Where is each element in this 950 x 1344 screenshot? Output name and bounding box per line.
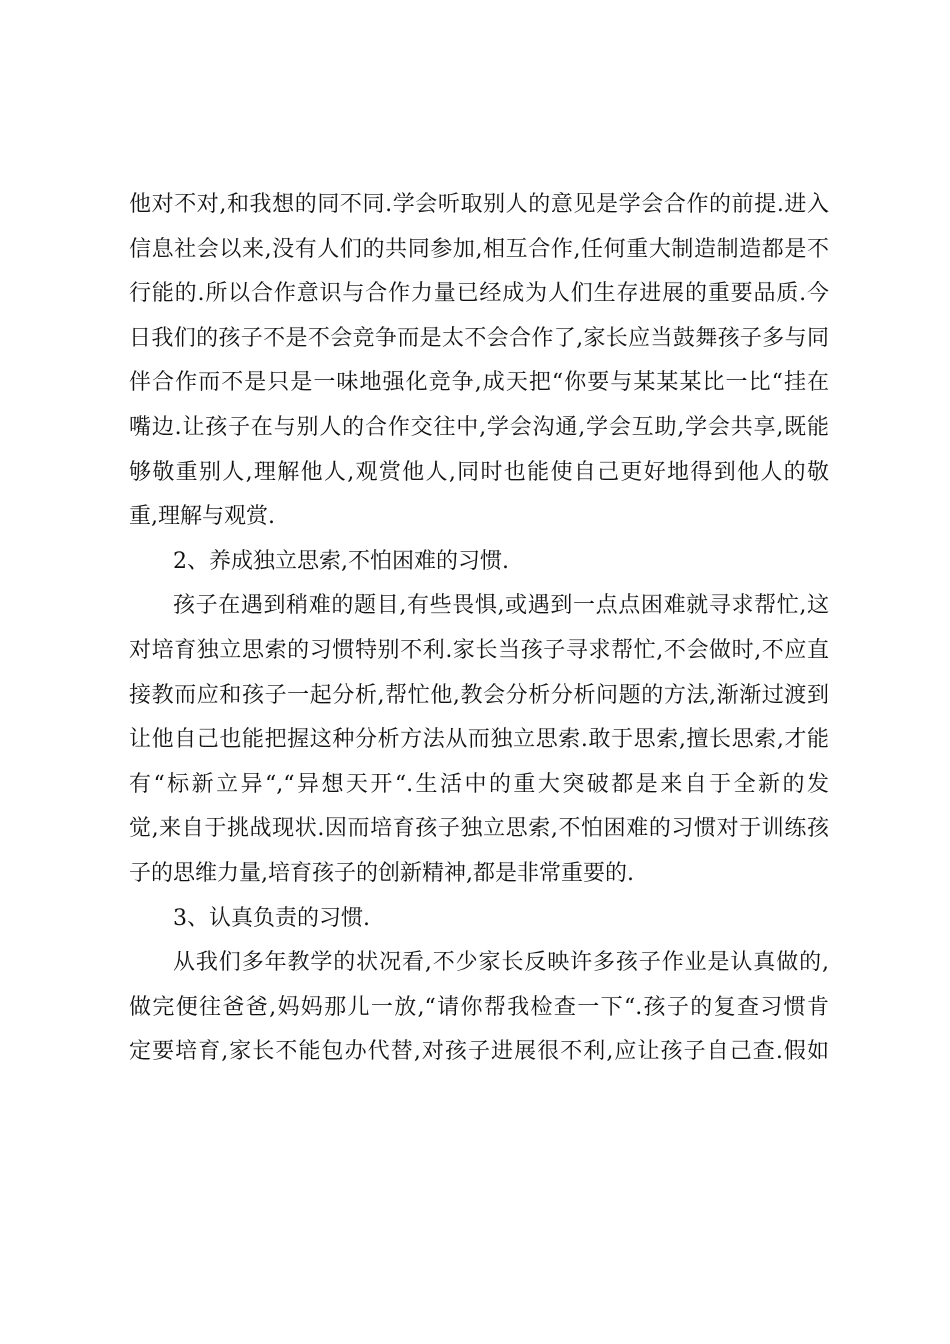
section-heading: 3、认真负责的习惯. (173, 905, 370, 931)
text-line: 嘴边.让孩子在与别人的合作交往中,学会沟通,学会互助,学会共享,既能 (129, 414, 829, 440)
text-line: 够敬重别人,理解他人,观赏他人,同时也能使自己更好地得到他人的敬 (129, 459, 829, 485)
section-heading: 2、养成独立思索,不怕困难的习惯. (173, 548, 509, 574)
text-line: 让他自己也能把握这种分析方法从而独立思索.敢于思索,擅长思索,才能 (129, 727, 829, 753)
text-line: 行能的.所以合作意识与合作力量已经成为人们生存进展的重要品质.今 (129, 281, 829, 307)
text-line: 对培育独立思索的习惯特别不利.家长当孩子寻求帮忙,不会做时,不应直 (129, 637, 829, 663)
text-line: 有“标新立异“,“异想天开“.生活中的重大突破都是来自于全新的发 (129, 771, 829, 797)
text-line: 信息社会以来,没有人们的共同参加,相互合作,任何重大制造制造都是不 (129, 236, 829, 262)
text-line: 接教而应和孩子一起分析,帮忙他,教会分析分析问题的方法,渐渐过渡到 (129, 682, 829, 708)
text-line: 从我们多年教学的状况看,不少家长反映许多孩子作业是认真做的, (173, 950, 829, 976)
text-line: 觉,来自于挑战现状.因而培育孩子独立思索,不怕困难的习惯对于训练孩 (129, 816, 829, 842)
text-line: 做完便往爸爸,妈妈那儿一放,“请你帮我检查一下“.孩子的复查习惯肯 (129, 994, 829, 1020)
text-line: 伴合作而不是只是一味地强化竞争,成天把“你要与某某某比一比“挂在 (129, 370, 829, 396)
body-text (129, 183, 829, 1075)
text-line: 重,理解与观赏. (129, 504, 275, 530)
text-line: 他对不对,和我想的同不同.学会听取别人的意见是学会合作的前提.进入 (129, 192, 829, 217)
text-line: 孩子在遇到稍难的题目,有些畏惧,或遇到一点点困难就寻求帮忙,这 (173, 593, 829, 619)
text-line: 子的思维力量,培育孩子的创新精神,都是非常重要的. (129, 860, 634, 886)
text-line: 定要培育,家长不能包办代替,对孩子进展很不利,应让孩子自己查.假如 (129, 1039, 829, 1065)
text-line: 日我们的孩子不是不会竞争而是太不会合作了,家长应当鼓舞孩子多与同 (129, 325, 829, 351)
